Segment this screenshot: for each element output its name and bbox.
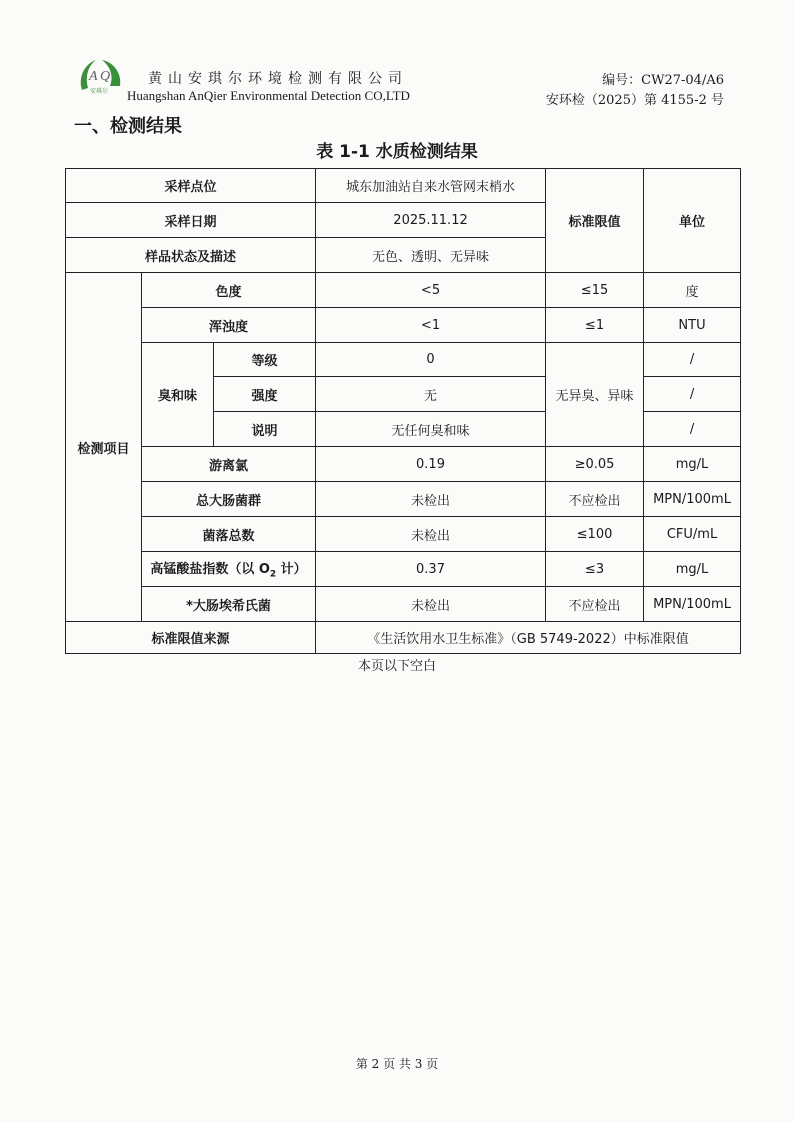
item-limit: ≥0.05 [546,447,644,482]
sample-date-value: 2025.11.12 [316,203,546,238]
unit-header: 单位 [644,169,741,273]
item-unit: NTU [644,308,741,343]
item-limit: ≤15 [546,273,644,308]
sample-state-value: 无色、透明、无异味 [316,238,546,273]
item-value: <5 [316,273,546,308]
table-row [66,308,741,343]
item-unit: CFU/mL [644,517,741,552]
table-row [66,169,741,203]
logo-letter-a: A [89,69,98,84]
standard-source-label: 标准限值来源 [66,622,316,654]
permanganate-name-prefix: 高锰酸盐指数（以 O [150,562,270,578]
item-unit: / [644,377,741,412]
table-row [66,343,741,377]
item-limit: 不应检出 [546,482,644,517]
table-row [66,447,741,482]
table-title: 表 1-1 水质检测结果 [316,142,478,162]
item-unit: MPN/100mL [644,482,741,517]
blank-below-note: 本页以下空白 [357,659,436,674]
odor-group-label: 臭和味 [142,343,214,447]
table-row [66,552,741,587]
item-unit: mg/L [644,552,741,587]
company-name-en: Huangshan AnQier Environmental Detection CO,LTD [127,88,410,103]
page-number: 第 2 页 共 3 页 [355,1057,439,1071]
table-row [66,622,741,654]
table-row [66,587,741,622]
table-row [66,482,741,517]
item-limit: ≤1 [546,308,644,343]
item-value: <1 [316,308,546,343]
company-name-cn: 黄山安琪尔环境检测有限公司 [148,71,408,87]
sample-state-label: 样品状态及描述 [66,238,316,273]
table-row [66,273,741,308]
item-value: 未检出 [316,482,546,517]
item-name: 等级 [214,343,316,377]
item-unit: / [644,343,741,377]
results-table [65,168,741,654]
sample-point-value: 城东加油站自来水管网末梢水 [316,169,546,203]
document-code: 编号：CW27-04/A6 [602,73,724,88]
item-unit: MPN/100mL [644,587,741,622]
item-value: 未检出 [316,587,546,622]
permanganate-name-subscript: 2 [269,569,277,580]
item-value: 0.19 [316,447,546,482]
item-value: 无任何臭和味 [316,412,546,447]
item-value: 无 [316,377,546,412]
item-name: *大肠埃希氏菌 [142,587,316,622]
sample-point-label: 采样点位 [66,169,316,203]
item-unit: mg/L [644,447,741,482]
item-unit: 度 [644,273,741,308]
section-title: 一、检测结果 [74,116,182,137]
standard-source-value: 《生活饮用水卫生标准》（GB 5749-2022）中标准限值 [316,622,741,654]
item-name: 强度 [214,377,316,412]
logo-letter-q: Q [100,69,111,84]
item-unit: / [644,412,741,447]
sample-date-label: 采样日期 [66,203,316,238]
standard-limit-header: 标准限值 [546,169,644,273]
odor-limit: 无异臭、异味 [546,343,644,447]
permanganate-name-suffix: 计） [276,562,307,578]
item-name: 说明 [214,412,316,447]
report-number: 安环检（2025）第 4155-2 号 [545,93,724,108]
item-value: 0.37 [316,552,546,587]
item-name [142,552,316,587]
item-value: 未检出 [316,517,546,552]
item-name: 色度 [142,273,316,308]
item-name: 总大肠菌群 [142,482,316,517]
items-label: 检测项目 [66,273,142,622]
item-value: 0 [316,343,546,377]
item-name: 浑浊度 [142,308,316,343]
item-limit: ≤100 [546,517,644,552]
company-logo [76,56,124,96]
logo-caption: 安琪尔 [90,88,109,95]
item-name: 菌落总数 [142,517,316,552]
item-name: 游离氯 [142,447,316,482]
item-limit: ≤3 [546,552,644,587]
item-limit: 不应检出 [546,587,644,622]
table-row [66,517,741,552]
